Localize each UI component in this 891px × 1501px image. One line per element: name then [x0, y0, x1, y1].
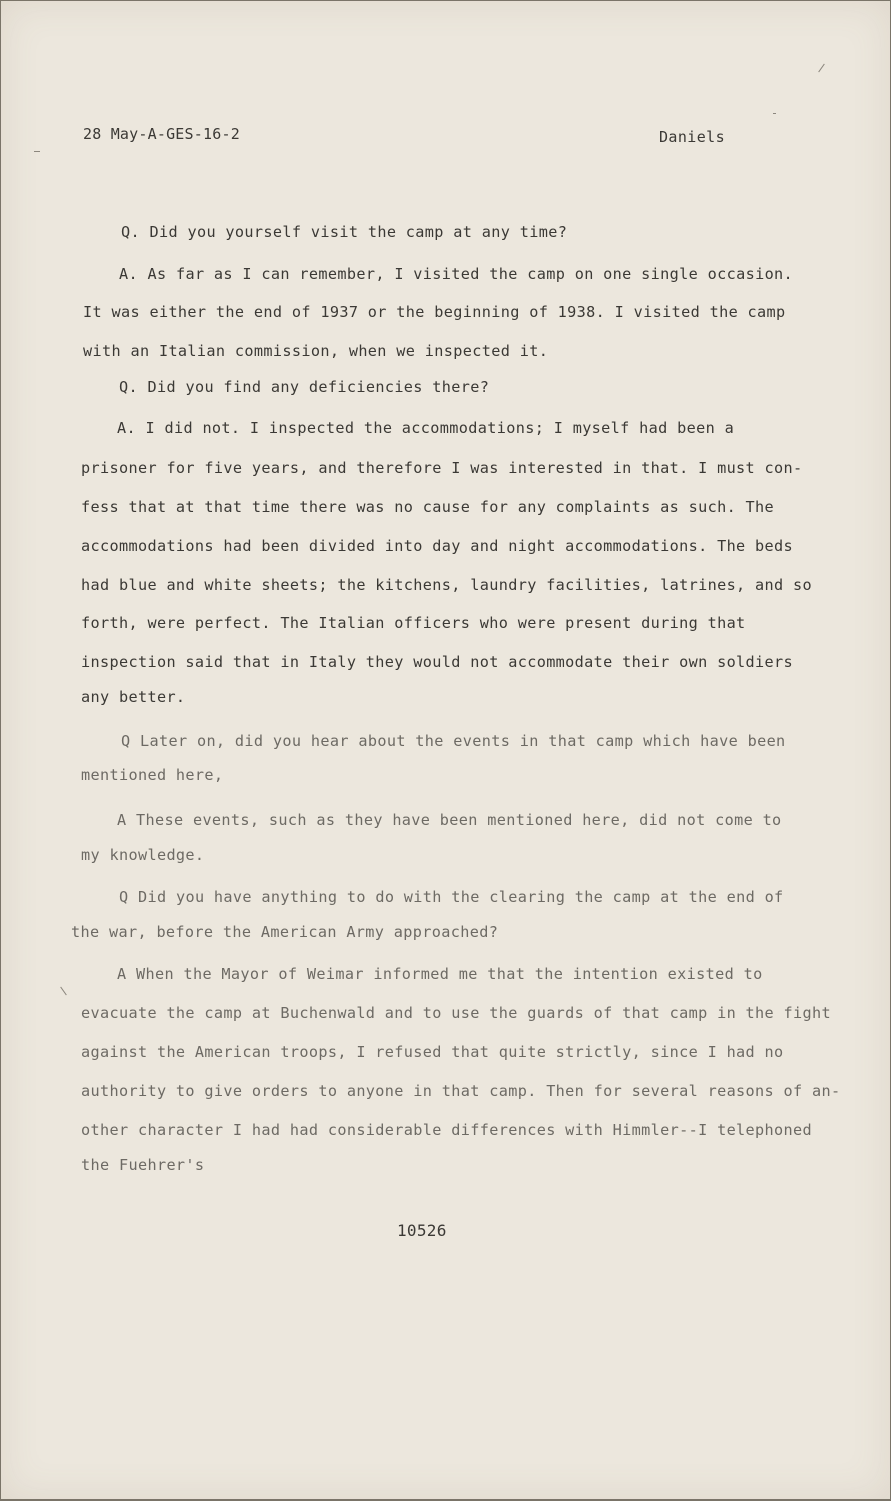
text-line: inspection said that in Italy they would not accommodate their own soldiers	[81, 653, 794, 671]
text-line: authority to give orders to anyone in that camp. Then for several reasons of an-	[81, 1082, 841, 1100]
text-line: Q. Did you find any deficiencies there?	[119, 378, 490, 396]
reporter-name: Daniels	[659, 128, 726, 146]
document-reference: 28 May-A-GES-16-2	[83, 125, 240, 143]
text-line: had blue and white sheets; the kitchens, laundry facilities, latrines, and so	[81, 576, 813, 594]
stray-mark	[773, 113, 776, 114]
text-line: evacuate the camp at Buchenwald and to use the guards of that camp in the fight	[81, 1004, 831, 1022]
text-line: accommodations had been divided into day and night accommodations. The beds	[81, 537, 794, 555]
text-line: with an Italian commission, when we inspected it.	[83, 342, 549, 360]
text-line: other character I had had considerable differences with Himmler--I telephoned	[81, 1121, 813, 1139]
margin-mark	[34, 151, 40, 152]
text-line: mentioned here,	[81, 766, 224, 784]
text-line: my knowledge.	[81, 846, 205, 864]
stray-mark	[818, 64, 825, 73]
text-line: any better.	[81, 688, 186, 706]
text-line: against the American troops, I refused that quite strictly, since I had no	[81, 1043, 784, 1061]
page-number: 10526	[397, 1221, 447, 1240]
text-line: It was either the end of 1937 or the beginning of 1938. I visited the camp	[83, 303, 786, 321]
text-line: A When the Mayor of Weimar informed me that the intention existed to	[117, 965, 763, 983]
text-line: Q. Did you yourself visit the camp at any time?	[121, 223, 568, 241]
transcript-page	[1, 1, 890, 1499]
stray-mark	[60, 987, 67, 996]
text-line: Q Did you have anything to do with the clearing the camp at the end of	[119, 888, 784, 906]
text-line: forth, were perfect. The Italian officers who were present during that	[81, 614, 746, 632]
text-line: Q Later on, did you hear about the events in that camp which have been	[121, 732, 786, 750]
text-line: A. As far as I can remember, I visited the camp on one single occasion.	[119, 265, 794, 283]
text-line: the Fuehrer's	[81, 1156, 205, 1174]
text-line: fess that at that time there was no cause for any complaints as such. The	[81, 498, 775, 516]
text-line: prisoner for five years, and therefore I was interested in that. I must con-	[81, 459, 803, 477]
text-line: A These events, such as they have been mentioned here, did not come to	[117, 811, 782, 829]
text-line: the war, before the American Army approached?	[71, 923, 499, 941]
text-line: A. I did not. I inspected the accommodations; I myself had been a	[117, 419, 735, 437]
